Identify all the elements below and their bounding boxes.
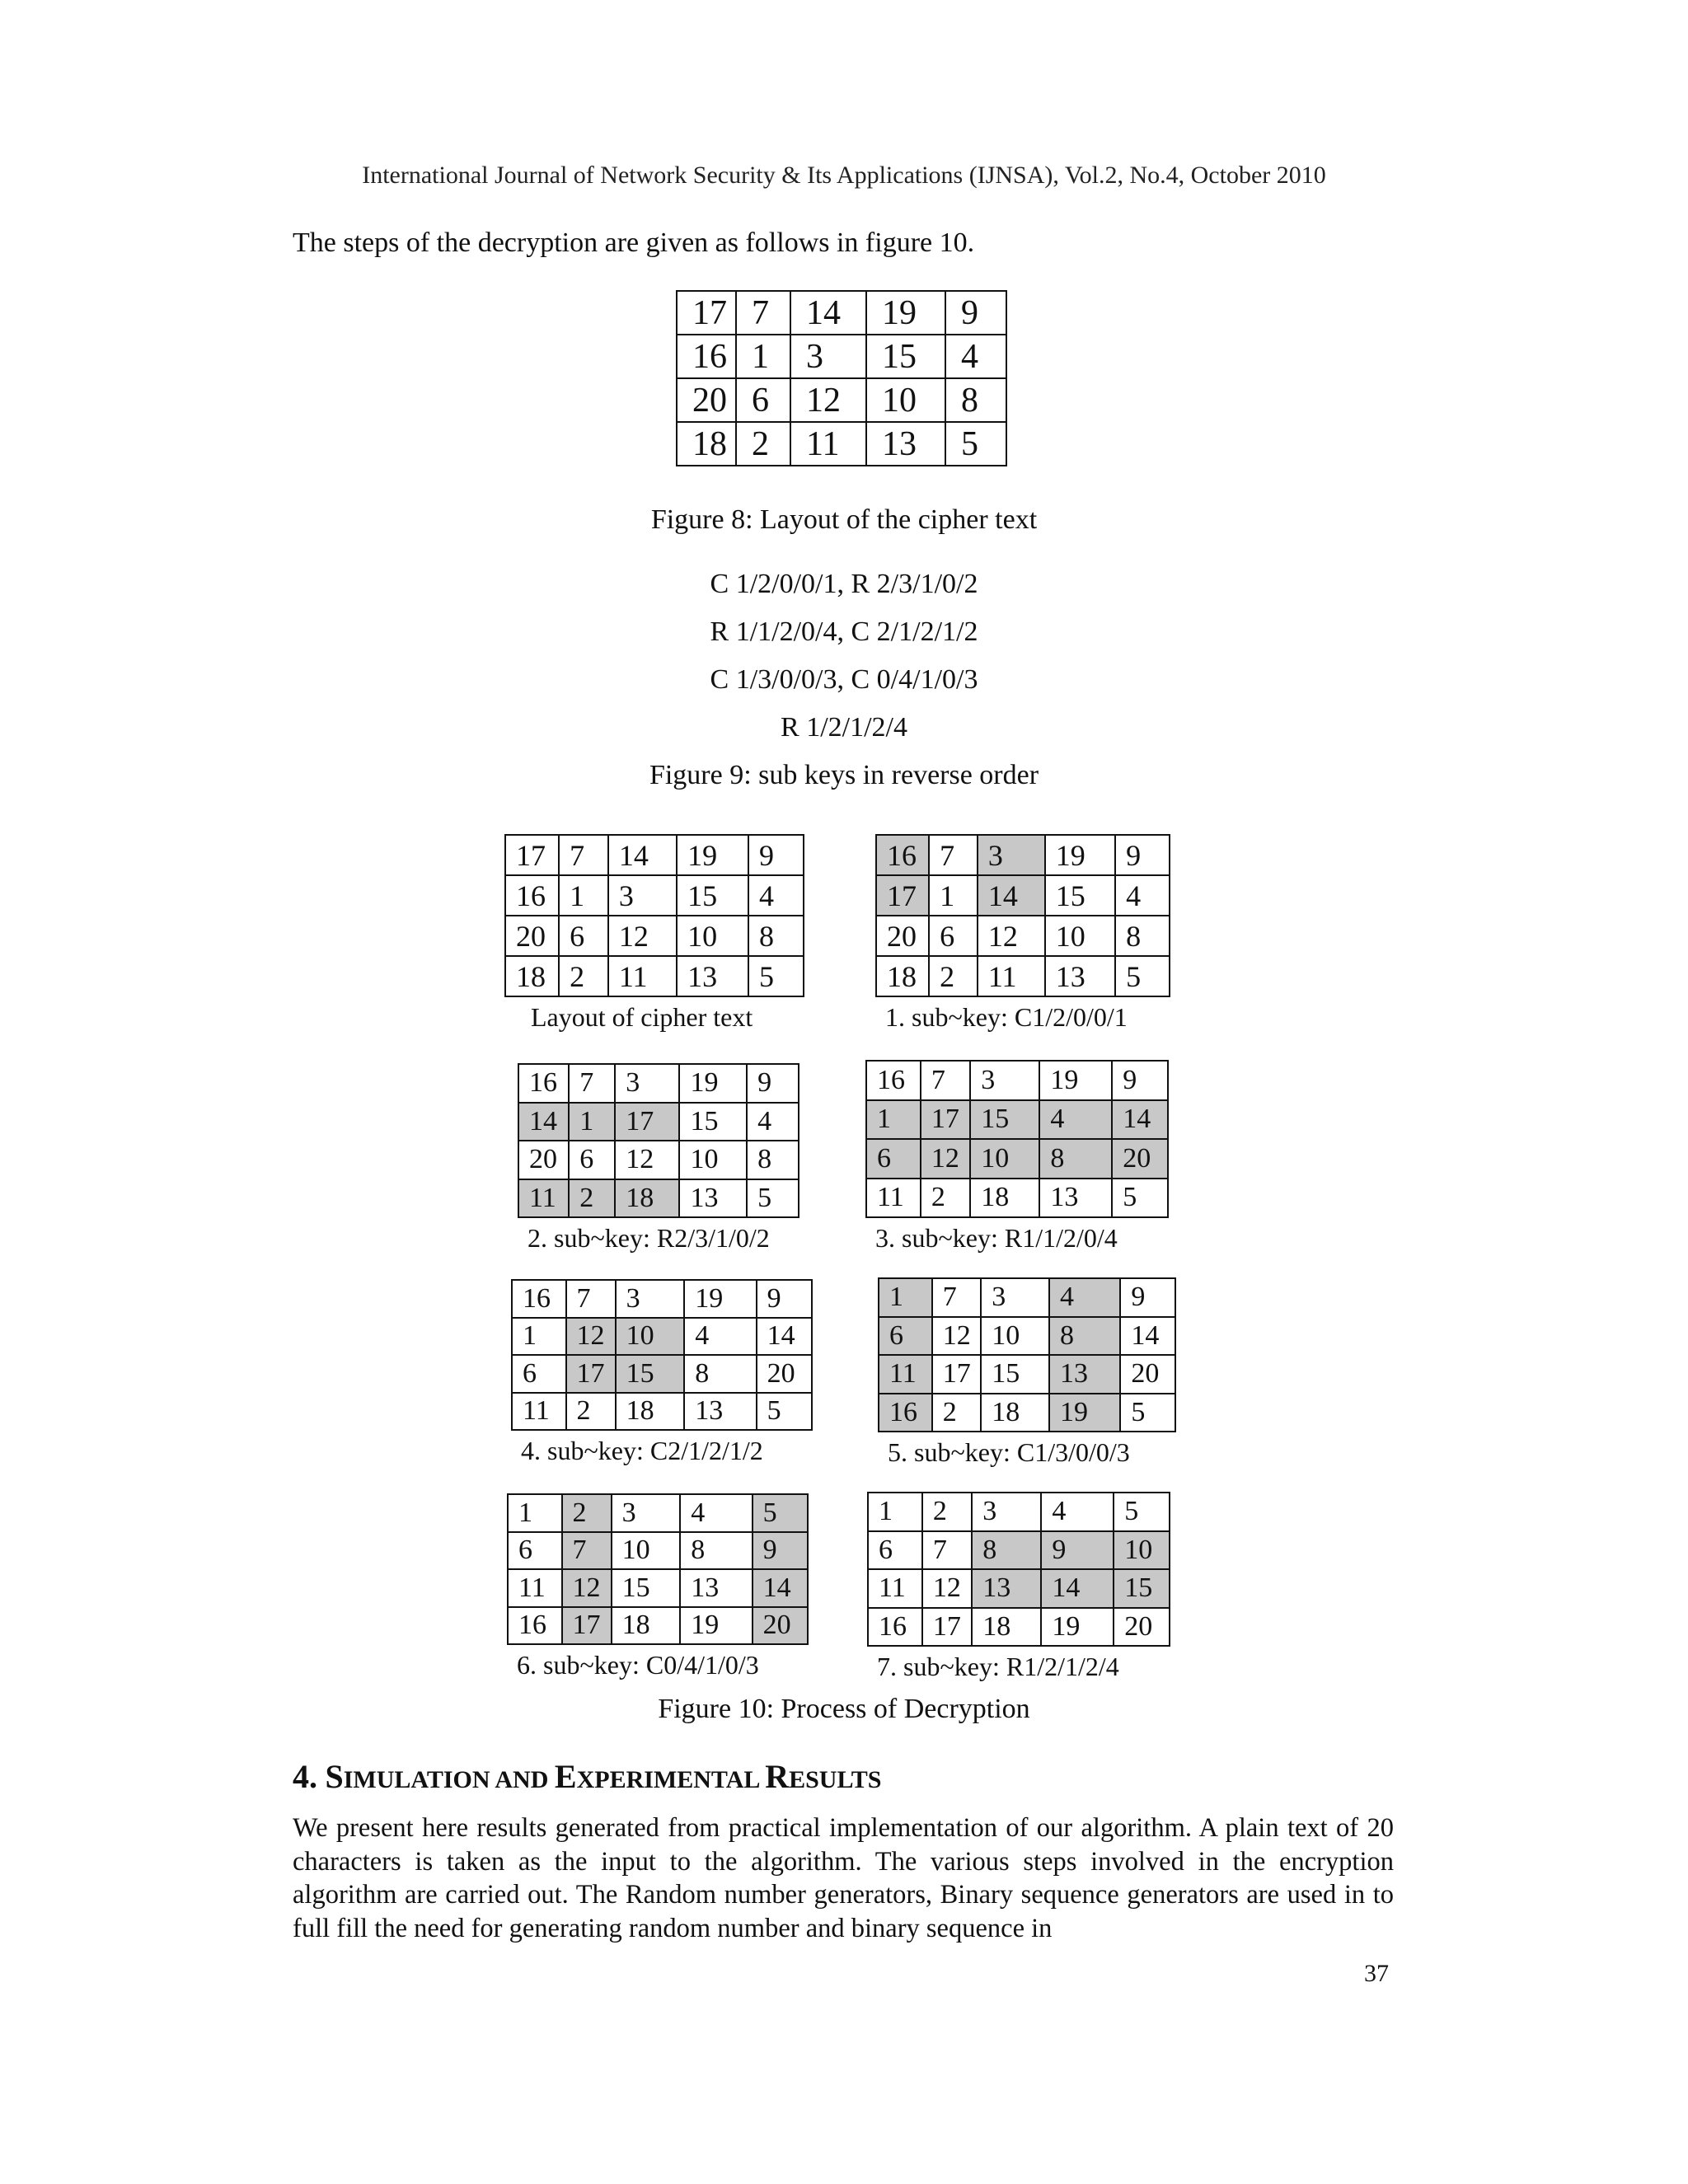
grid-row (866, 1100, 1168, 1140)
grid-cell: 2 (569, 1179, 615, 1218)
figure10-panel-label-7: 7. sub~key: R1/2/1/2/4 (877, 1652, 1119, 1681)
page-number: 37 (1364, 1960, 1389, 1987)
grid-cell: 19 (866, 291, 945, 335)
figure10-panel-label-5: 5. sub~key: C1/3/0/0/3 (888, 1437, 1130, 1467)
grid-cell: 18 (612, 1607, 681, 1645)
grid-cell: 2 (932, 1394, 981, 1432)
grid-cell: 3 (616, 1280, 685, 1318)
grid-cell: 9 (1041, 1531, 1114, 1570)
grid-cell: 20 (757, 1355, 812, 1393)
grid-cell: 7 (569, 1064, 615, 1103)
grid-cell: 1 (868, 1493, 922, 1531)
figure8-cipher-grid (676, 290, 1007, 466)
grid-row (518, 1179, 799, 1218)
grid-cell: 5 (1114, 1493, 1170, 1531)
grid-cell: 14 (608, 835, 677, 875)
grid-cell: 16 (879, 1394, 932, 1432)
grid-cell: 11 (866, 1179, 921, 1218)
grid-row (505, 956, 804, 996)
grid-row (866, 1179, 1168, 1218)
grid-cell: 9 (1120, 1278, 1175, 1317)
grid-cell: 13 (1039, 1179, 1112, 1218)
section-title-initial-2: E (554, 1758, 577, 1795)
grid-cell: 6 (508, 1532, 562, 1570)
grid-cell: 12 (932, 1317, 981, 1356)
intro-sentence: The steps of the decryption are given as follows in figure 10. (293, 227, 975, 258)
grid-cell: 9 (753, 1532, 808, 1570)
grid-cell: 20 (677, 378, 736, 422)
grid-cell: 14 (978, 875, 1045, 916)
grid-cell: 2 (922, 1493, 972, 1531)
grid-cell: 1 (929, 875, 978, 916)
grid-cell: 2 (736, 422, 790, 466)
figure10-panel-grid-6 (507, 1493, 809, 1645)
grid-row (868, 1493, 1170, 1531)
grid-row (677, 335, 1006, 378)
grid-cell: 20 (1120, 1355, 1175, 1394)
grid-cell: 4 (680, 1494, 752, 1532)
grid-cell: 7 (736, 291, 790, 335)
grid-cell: 9 (1115, 835, 1170, 875)
grid-cell: 18 (876, 956, 929, 996)
grid-cell: 15 (1114, 1569, 1170, 1608)
figure10-panel-grid-5 (878, 1277, 1176, 1432)
grid-cell: 16 (505, 875, 559, 916)
grid-cell: 5 (1120, 1394, 1175, 1432)
grid-cell: 17 (505, 835, 559, 875)
grid-row (868, 1608, 1170, 1647)
grid-cell: 7 (559, 835, 608, 875)
grid-row (508, 1494, 808, 1532)
grid-row (866, 1139, 1168, 1179)
grid-cell: 1 (879, 1278, 932, 1317)
grid-cell: 11 (518, 1179, 569, 1218)
grid-cell: 20 (518, 1141, 569, 1179)
grid-cell: 3 (972, 1493, 1041, 1531)
grid-cell: 19 (1041, 1608, 1114, 1647)
grid-cell: 10 (616, 1318, 685, 1356)
grid-cell: 14 (1120, 1317, 1175, 1356)
grid-row (879, 1317, 1175, 1356)
grid-row (505, 916, 804, 956)
grid-cell: 9 (748, 835, 804, 875)
grid-row (876, 875, 1170, 916)
figure10-panel-grid-1 (875, 834, 1170, 997)
grid-cell: 5 (945, 422, 1006, 466)
grid-row (677, 291, 1006, 335)
grid-cell: 15 (1045, 875, 1115, 916)
grid-cell: 14 (518, 1103, 569, 1141)
grid-cell: 7 (921, 1061, 970, 1100)
grid-cell: 15 (616, 1355, 685, 1393)
section-title-rest-1: IMULATION AND (343, 1766, 555, 1793)
grid-cell: 10 (612, 1532, 681, 1570)
grid-cell: 16 (868, 1608, 922, 1647)
grid-cell: 10 (970, 1139, 1039, 1179)
grid-cell: 16 (518, 1064, 569, 1103)
grid-cell: 2 (566, 1393, 616, 1431)
grid-cell: 12 (562, 1569, 612, 1607)
grid-row (508, 1607, 808, 1645)
grid-cell: 10 (981, 1317, 1049, 1356)
grid-cell: 18 (616, 1393, 685, 1431)
grid-cell: 15 (866, 335, 945, 378)
grid-cell: 11 (790, 422, 866, 466)
section-number: 4. (293, 1758, 317, 1795)
grid-cell: 9 (945, 291, 1006, 335)
grid-cell: 15 (970, 1100, 1039, 1140)
section-heading (293, 1757, 881, 1796)
grid-cell: 8 (748, 916, 804, 956)
grid-cell: 20 (753, 1607, 808, 1645)
grid-cell: 7 (566, 1280, 616, 1318)
grid-cell: 13 (677, 956, 748, 996)
grid-cell: 19 (680, 1607, 752, 1645)
grid-cell: 1 (866, 1100, 921, 1140)
grid-cell: 8 (1049, 1317, 1120, 1356)
grid-cell: 11 (879, 1355, 932, 1394)
grid-cell: 6 (866, 1139, 921, 1179)
grid-row (876, 835, 1170, 875)
grid-row (876, 956, 1170, 996)
grid-cell: 15 (677, 875, 748, 916)
section-title-rest-3: ESULTS (789, 1766, 882, 1793)
grid-cell: 3 (612, 1494, 681, 1532)
grid-cell: 18 (972, 1608, 1041, 1647)
grid-cell: 2 (929, 956, 978, 996)
grid-cell: 6 (559, 916, 608, 956)
grid-cell: 3 (615, 1064, 679, 1103)
grid-cell: 1 (569, 1103, 615, 1141)
figure9-line-4: R 1/2/1/2/4 (781, 712, 907, 743)
grid-cell: 19 (679, 1064, 747, 1103)
grid-cell: 8 (1115, 916, 1170, 956)
grid-cell: 9 (747, 1064, 799, 1103)
section-title-initial-1: S (325, 1758, 344, 1795)
grid-cell: 17 (922, 1608, 972, 1647)
grid-cell: 3 (978, 835, 1045, 875)
figure10-panel-label-2: 2. sub~key: R2/3/1/0/2 (528, 1223, 770, 1253)
grid-cell: 18 (615, 1179, 679, 1218)
grid-cell: 18 (505, 956, 559, 996)
grid-cell: 7 (922, 1531, 972, 1570)
grid-cell: 11 (512, 1393, 566, 1431)
figure10-panel-label-0: Layout of cipher text (531, 1002, 753, 1032)
section-title-initial-3: R (765, 1758, 790, 1795)
grid-cell: 7 (929, 835, 978, 875)
grid-cell: 14 (790, 291, 866, 335)
grid-cell: 3 (981, 1278, 1049, 1317)
grid-row (518, 1064, 799, 1103)
grid-cell: 11 (608, 956, 677, 996)
grid-cell: 18 (970, 1179, 1039, 1218)
grid-row (879, 1394, 1175, 1432)
grid-row (677, 422, 1006, 466)
grid-cell: 20 (876, 916, 929, 956)
grid-cell: 10 (1114, 1531, 1170, 1570)
grid-row (518, 1141, 799, 1179)
figure9-line-1: C 1/2/0/0/1, R 2/3/1/0/2 (710, 569, 978, 599)
figure10-caption: Figure 10: Process of Decryption (658, 1694, 1030, 1724)
grid-cell: 12 (608, 916, 677, 956)
grid-row (677, 378, 1006, 422)
grid-row (508, 1532, 808, 1570)
section-title-rest-2: XPERIMENTAL (576, 1766, 766, 1793)
grid-cell: 1 (512, 1318, 566, 1356)
grid-cell: 12 (566, 1318, 616, 1356)
grid-cell: 19 (1049, 1394, 1120, 1432)
grid-cell: 6 (512, 1355, 566, 1393)
grid-cell: 10 (677, 916, 748, 956)
grid-cell: 8 (747, 1141, 799, 1179)
grid-cell: 4 (945, 335, 1006, 378)
grid-cell: 16 (512, 1280, 566, 1318)
grid-cell: 2 (559, 956, 608, 996)
grid-cell: 20 (1114, 1608, 1170, 1647)
grid-cell: 14 (1112, 1100, 1168, 1140)
body-paragraph: We present here results generated from practical implementation of our algorithm. A plain text of 20 characters is taken as the input to the algorithm. The various steps involved in the encryption algorithm are carried out. The Random number generators, Binary sequence generators are used in to full fill the need for generating random number and binary sequence in (293, 1813, 1394, 1943)
figure10-panel-label-4: 4. sub~key: C2/1/2/1/2 (521, 1436, 763, 1465)
grid-cell: 9 (1112, 1061, 1168, 1100)
grid-cell: 5 (1115, 956, 1170, 996)
grid-cell: 13 (1049, 1355, 1120, 1394)
grid-cell: 14 (753, 1569, 808, 1607)
grid-row (505, 875, 804, 916)
grid-cell: 17 (677, 291, 736, 335)
grid-cell: 14 (757, 1318, 812, 1356)
figure8-caption: Figure 8: Layout of the cipher text (650, 504, 1038, 535)
grid-cell: 11 (978, 956, 1045, 996)
grid-cell: 3 (790, 335, 866, 378)
grid-cell: 12 (922, 1569, 972, 1608)
grid-cell: 4 (1049, 1278, 1120, 1317)
grid-cell: 5 (757, 1393, 812, 1431)
grid-cell: 10 (679, 1141, 747, 1179)
grid-cell: 14 (1041, 1569, 1114, 1608)
grid-cell: 8 (1039, 1139, 1112, 1179)
grid-cell: 2 (921, 1179, 970, 1218)
grid-cell: 8 (684, 1355, 756, 1393)
grid-cell: 1 (508, 1494, 562, 1532)
grid-cell: 12 (978, 916, 1045, 956)
grid-cell: 16 (866, 1061, 921, 1100)
grid-row (505, 835, 804, 875)
figure9-caption: Figure 9: sub keys in reverse order (649, 760, 1039, 790)
grid-cell: 5 (1112, 1179, 1168, 1218)
grid-row (868, 1531, 1170, 1570)
figure10-panel-label-3: 3. sub~key: R1/1/2/0/4 (875, 1223, 1118, 1253)
grid-cell: 17 (876, 875, 929, 916)
figure9-line-3: C 1/3/0/0/3, C 0/4/1/0/3 (710, 664, 978, 695)
grid-cell: 6 (569, 1141, 615, 1179)
grid-cell: 17 (615, 1103, 679, 1141)
grid-cell: 16 (677, 335, 736, 378)
grid-cell: 20 (505, 916, 559, 956)
grid-cell: 9 (757, 1280, 812, 1318)
grid-cell: 16 (508, 1607, 562, 1645)
grid-row (518, 1103, 799, 1141)
grid-cell: 4 (748, 875, 804, 916)
grid-cell: 10 (866, 378, 945, 422)
grid-cell: 4 (747, 1103, 799, 1141)
grid-cell: 20 (1112, 1139, 1168, 1179)
grid-cell: 1 (559, 875, 608, 916)
grid-cell: 18 (677, 422, 736, 466)
grid-row (879, 1355, 1175, 1394)
grid-cell: 3 (970, 1061, 1039, 1100)
grid-cell: 8 (945, 378, 1006, 422)
grid-cell: 15 (679, 1103, 747, 1141)
grid-cell: 13 (972, 1569, 1041, 1608)
figure10-panel-grid-2 (518, 1063, 799, 1218)
grid-row (868, 1569, 1170, 1608)
grid-cell: 10 (1045, 916, 1115, 956)
figure10-panel-grid-7 (867, 1492, 1170, 1647)
figure10-panel-grid-4 (511, 1279, 813, 1431)
grid-cell: 12 (790, 378, 866, 422)
grid-cell: 15 (981, 1355, 1049, 1394)
figure10-panel-label-6: 6. sub~key: C0/4/1/0/3 (517, 1650, 759, 1680)
grid-cell: 4 (1039, 1100, 1112, 1140)
grid-row (512, 1318, 812, 1356)
grid-row (512, 1393, 812, 1431)
grid-row (512, 1355, 812, 1393)
grid-cell: 15 (612, 1569, 681, 1607)
grid-row (876, 916, 1170, 956)
grid-cell: 8 (972, 1531, 1041, 1570)
grid-cell: 13 (866, 422, 945, 466)
grid-cell: 4 (1115, 875, 1170, 916)
grid-cell: 7 (562, 1532, 612, 1570)
grid-cell: 2 (562, 1494, 612, 1532)
grid-cell: 17 (932, 1355, 981, 1394)
grid-cell: 13 (679, 1179, 747, 1218)
grid-row (866, 1061, 1168, 1100)
grid-cell: 6 (868, 1531, 922, 1570)
grid-cell: 12 (921, 1139, 970, 1179)
grid-cell: 5 (753, 1494, 808, 1532)
grid-cell: 19 (677, 835, 748, 875)
grid-cell: 6 (736, 378, 790, 422)
grid-cell: 1 (736, 335, 790, 378)
grid-cell: 19 (1039, 1061, 1112, 1100)
grid-cell: 6 (879, 1317, 932, 1356)
grid-row (879, 1278, 1175, 1317)
grid-cell: 17 (566, 1355, 616, 1393)
grid-cell: 17 (921, 1100, 970, 1140)
grid-cell: 6 (929, 916, 978, 956)
grid-cell: 13 (684, 1393, 756, 1431)
figure10-panel-grid-0 (504, 834, 804, 997)
grid-cell: 4 (1041, 1493, 1114, 1531)
running-header: International Journal of Network Security & Its Applications (IJNSA), Vol.2, No.4, October 2010 (362, 162, 1326, 189)
grid-cell: 3 (608, 875, 677, 916)
grid-cell: 11 (508, 1569, 562, 1607)
grid-cell: 11 (868, 1569, 922, 1608)
grid-cell: 13 (680, 1569, 752, 1607)
figure10-panel-label-1: 1. sub~key: C1/2/0/0/1 (885, 1002, 1128, 1032)
grid-row (512, 1280, 812, 1318)
grid-cell: 17 (562, 1607, 612, 1645)
figure9-line-2: R 1/1/2/0/4, C 2/1/2/1/2 (710, 616, 978, 647)
grid-cell: 13 (1045, 956, 1115, 996)
grid-cell: 19 (684, 1280, 756, 1318)
grid-cell: 16 (876, 835, 929, 875)
grid-cell: 8 (680, 1532, 752, 1570)
grid-cell: 5 (748, 956, 804, 996)
figure10-panel-grid-3 (865, 1060, 1169, 1218)
grid-cell: 19 (1045, 835, 1115, 875)
grid-cell: 12 (615, 1141, 679, 1179)
grid-row (508, 1569, 808, 1607)
grid-cell: 4 (684, 1318, 756, 1356)
grid-cell: 7 (932, 1278, 981, 1317)
grid-cell: 18 (981, 1394, 1049, 1432)
grid-cell: 5 (747, 1179, 799, 1218)
